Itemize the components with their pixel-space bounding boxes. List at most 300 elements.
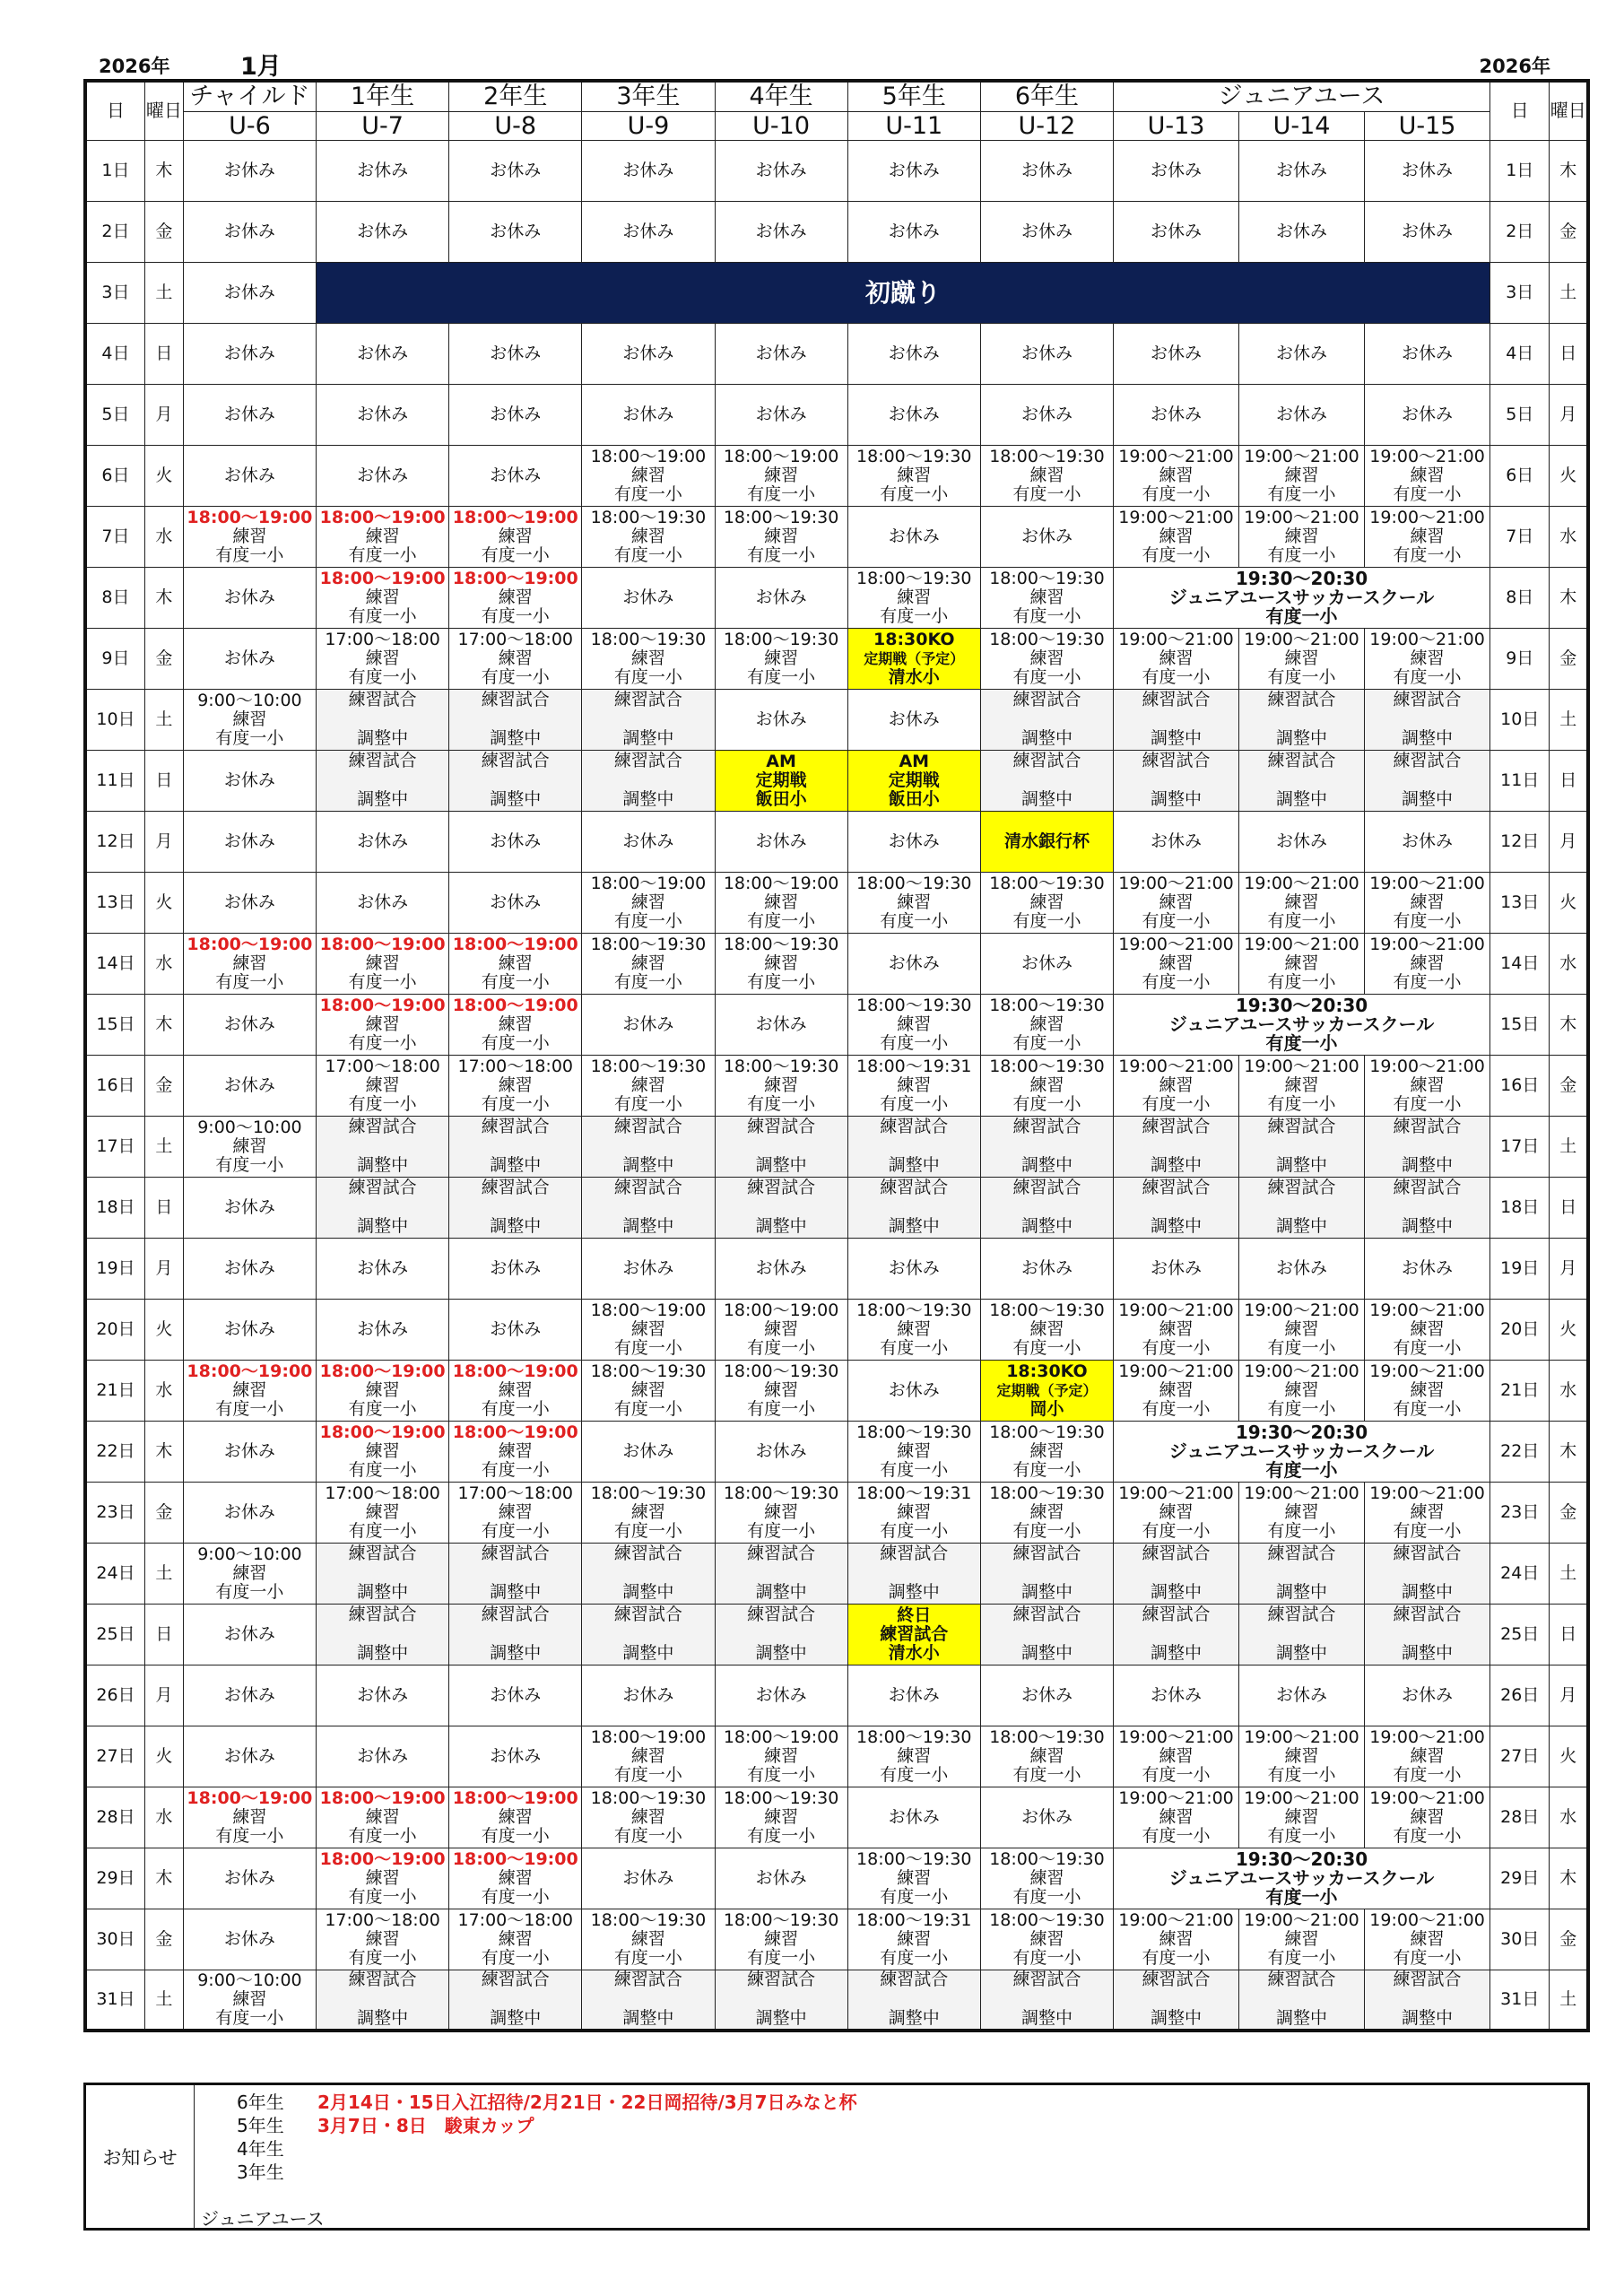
day-cell-right: 30日 bbox=[1490, 1909, 1550, 1970]
cell-line: 練習試合 bbox=[1267, 690, 1336, 709]
cell-line: 練習試合 bbox=[1142, 1970, 1211, 1990]
cell-line: 有度一小 bbox=[1142, 1947, 1211, 1968]
cell-line: 調整中 bbox=[622, 1155, 674, 1175]
cell-line bbox=[716, 1989, 847, 2009]
cell-line: 有度一小 bbox=[613, 666, 682, 687]
schedule-cell bbox=[449, 201, 582, 262]
cell-line: 有度一小 bbox=[1012, 1093, 1081, 1114]
cell-line: 18:00～19:31 bbox=[856, 1483, 972, 1503]
schedule-row bbox=[85, 750, 1588, 811]
cell-line: 練習試合 bbox=[1393, 751, 1462, 770]
cell-line: お休み bbox=[223, 1928, 275, 1949]
schedule-cell bbox=[980, 1726, 1113, 1787]
cell-line: 練習 bbox=[365, 526, 400, 546]
cell-line: お休み bbox=[622, 1867, 674, 1888]
weekday-cell-right: 水 bbox=[1550, 506, 1588, 567]
cell-line: お休み bbox=[490, 1318, 542, 1339]
day-cell-right: 20日 bbox=[1490, 1299, 1550, 1360]
cell-line: 有度一小 bbox=[613, 1764, 682, 1785]
weekday-cell-right: 水 bbox=[1550, 933, 1588, 994]
cell-line: 19:00～21:00 bbox=[1118, 1300, 1234, 1320]
schedule-cell bbox=[1114, 628, 1239, 689]
cell-line: 練習 bbox=[1159, 1074, 1194, 1095]
cell-line bbox=[582, 1989, 714, 2009]
cell-line: お休み bbox=[888, 221, 940, 241]
cell-line: お休み bbox=[223, 1867, 275, 1888]
cell-line: 調整中 bbox=[1151, 789, 1203, 809]
day-cell: 11日 bbox=[85, 750, 144, 811]
cell-line: お休み bbox=[357, 1745, 409, 1766]
day-cell: 12日 bbox=[85, 811, 144, 872]
cell-line: お休み bbox=[622, 160, 674, 180]
cell-line: 調整中 bbox=[622, 789, 674, 809]
cell-line: 調整中 bbox=[357, 1582, 409, 1602]
schedule-cell bbox=[582, 689, 715, 750]
cell-line: お休み bbox=[1276, 404, 1328, 424]
schedule-cell bbox=[847, 1238, 980, 1299]
schedule-cell bbox=[317, 567, 449, 628]
schedule-cell bbox=[449, 1726, 582, 1787]
weekday-cell: 月 bbox=[144, 1238, 183, 1299]
group-header: 4年生 bbox=[715, 81, 847, 111]
schedule-cell bbox=[1114, 1604, 1239, 1665]
cell-line: 18:00～19:30 bbox=[723, 934, 839, 954]
cell-line: お休み bbox=[755, 1013, 807, 1034]
schedule-cell bbox=[980, 750, 1113, 811]
cell-line: お休み bbox=[888, 709, 940, 729]
schedule-cell bbox=[317, 933, 449, 994]
cell-line: お休み bbox=[888, 404, 940, 424]
cell-line: 19:00～21:00 bbox=[1244, 1361, 1359, 1381]
schedule-cell bbox=[183, 628, 316, 689]
cell-line: 有度一小 bbox=[348, 666, 417, 687]
schedule-cell bbox=[582, 1848, 715, 1909]
cell-line: 18:00～19:30 bbox=[590, 629, 707, 649]
schedule-cell bbox=[980, 140, 1113, 201]
schedule-cell bbox=[715, 689, 847, 750]
cell-line: 18:00～19:00 bbox=[590, 446, 707, 466]
schedule-cell bbox=[183, 933, 316, 994]
cell-line: 練習試合 bbox=[1012, 1178, 1081, 1197]
cell-line: 18:00～19:30 bbox=[590, 1483, 707, 1503]
cell-line: 調整中 bbox=[1276, 728, 1328, 748]
cell-line: お休み bbox=[357, 160, 409, 180]
cell-line: お休み bbox=[1276, 831, 1328, 851]
cell-line: 飯田小 bbox=[888, 788, 940, 809]
schedule-cell bbox=[183, 1177, 316, 1238]
cell-line: 練習 bbox=[1410, 1074, 1445, 1095]
schedule-cell bbox=[980, 384, 1113, 445]
schedule-cell bbox=[1365, 1360, 1490, 1421]
day-cell: 19日 bbox=[85, 1238, 144, 1299]
cell-line: 18:00～19:30 bbox=[989, 995, 1105, 1015]
cell-line: 18:00～19:30 bbox=[856, 1848, 972, 1869]
cell-line: 有度一小 bbox=[1012, 1032, 1081, 1053]
schedule-row bbox=[85, 628, 1588, 689]
cell-line: 練習試合 bbox=[1142, 751, 1211, 770]
cell-line: 練習試合 bbox=[348, 1970, 417, 1990]
cell-line bbox=[1365, 1989, 1489, 2009]
cell-line: 19:00～21:00 bbox=[1244, 873, 1359, 893]
cell-line: 18:00～19:30 bbox=[723, 1361, 839, 1381]
group-header: 2年生 bbox=[449, 81, 582, 111]
cell-line: 18:00～19:00 bbox=[452, 1422, 578, 1442]
cell-line: 練習試合 bbox=[481, 1544, 550, 1563]
cell-line: 調整中 bbox=[490, 789, 542, 809]
day-cell: 16日 bbox=[85, 1055, 144, 1116]
weekday-cell: 水 bbox=[144, 933, 183, 994]
cell-line: 19:00～21:00 bbox=[1118, 1483, 1234, 1503]
cell-line: 練習 bbox=[365, 1379, 400, 1400]
schedule-cell bbox=[1365, 384, 1490, 445]
cell-line: 練習 bbox=[897, 587, 932, 607]
cell-line: 18:00～19:30 bbox=[590, 1361, 707, 1381]
schedule-cell bbox=[1239, 323, 1365, 384]
cell-line bbox=[1114, 770, 1238, 790]
cell-line: 有度一小 bbox=[481, 1947, 550, 1968]
cell-line: 有度一小 bbox=[613, 1398, 682, 1419]
schedule-cell bbox=[1114, 1543, 1239, 1604]
cell-line: お休み bbox=[223, 1257, 275, 1278]
schedule-cell bbox=[183, 1299, 316, 1360]
day-cell: 7日 bbox=[85, 506, 144, 567]
cell-line bbox=[449, 1136, 581, 1156]
cell-line: 練習 bbox=[1284, 952, 1319, 973]
cell-line bbox=[317, 709, 448, 729]
cell-line: 調整中 bbox=[1151, 1155, 1203, 1175]
cell-line: 19:00～21:00 bbox=[1244, 446, 1359, 466]
cell-line: 19:00～21:00 bbox=[1369, 1909, 1485, 1930]
weekday-cell-right: 火 bbox=[1550, 1299, 1588, 1360]
cell-line: お休み bbox=[223, 1684, 275, 1705]
cell-line: 練習 bbox=[1284, 891, 1319, 912]
cell-line: 練習 bbox=[1410, 1745, 1445, 1766]
schedule-row bbox=[85, 1238, 1588, 1299]
cell-line: 18:00～19:00 bbox=[723, 1300, 839, 1320]
cell-line: 練習試合 bbox=[613, 1970, 682, 1990]
cell-line: 有度一小 bbox=[1142, 666, 1211, 687]
cell-line: 練習 bbox=[1159, 526, 1194, 546]
cell-line: 練習 bbox=[1159, 1318, 1194, 1339]
schedule-cell bbox=[582, 1482, 715, 1543]
cell-line: 19:00～21:00 bbox=[1118, 629, 1234, 649]
day-cell-right: 17日 bbox=[1490, 1116, 1550, 1177]
cell-line: 有度一小 bbox=[613, 483, 682, 504]
schedule-cell bbox=[582, 384, 715, 445]
cell-line: 練習試合 bbox=[613, 1178, 682, 1197]
schedule-cell bbox=[1239, 750, 1365, 811]
day-cell: 15日 bbox=[85, 994, 144, 1055]
cell-line: 練習 bbox=[630, 1501, 665, 1522]
day-cell: 27日 bbox=[85, 1726, 144, 1787]
cell-line: 練習試合 bbox=[1267, 1605, 1336, 1624]
cell-line: ジュニアユースサッカースクール bbox=[1168, 1866, 1435, 1889]
day-cell-right: 1日 bbox=[1490, 140, 1550, 201]
cell-line: 9:00～10:00 bbox=[197, 690, 302, 710]
cell-line: 18:00～19:00 bbox=[452, 1361, 578, 1381]
schedule-row bbox=[85, 1604, 1588, 1665]
schedule-cell bbox=[317, 689, 449, 750]
cell-line: お休み bbox=[357, 343, 409, 363]
cell-line: お休み bbox=[888, 952, 940, 973]
cell-line: 練習 bbox=[498, 1928, 533, 1949]
cell-line: 18:00～19:30 bbox=[989, 1483, 1105, 1503]
weekday-cell-right: 月 bbox=[1550, 1238, 1588, 1299]
cell-line: 練習試合 bbox=[481, 751, 550, 770]
schedule-cell bbox=[980, 1055, 1113, 1116]
cell-line: お休み bbox=[1276, 1257, 1328, 1278]
cell-line: お休み bbox=[223, 343, 275, 363]
cell-line: 18:00～19:00 bbox=[319, 1422, 446, 1442]
weekday-cell: 火 bbox=[144, 445, 183, 506]
schedule-cell bbox=[1365, 1543, 1490, 1604]
schedule-cell bbox=[1239, 1177, 1365, 1238]
cell-line: 練習 bbox=[630, 952, 665, 973]
schedule-cell bbox=[1114, 384, 1239, 445]
day-cell: 30日 bbox=[85, 1909, 144, 1970]
cell-line: お休み bbox=[1020, 343, 1073, 363]
age-header: U-13 bbox=[1114, 111, 1239, 140]
cell-line: お休み bbox=[223, 770, 275, 790]
cell-line: 調整中 bbox=[357, 1216, 409, 1236]
cell-line: 練習 bbox=[630, 1318, 665, 1339]
schedule-cell bbox=[183, 1543, 316, 1604]
cell-line: 有度一小 bbox=[1267, 1947, 1336, 1968]
cell-line bbox=[848, 1563, 980, 1583]
schedule-cell bbox=[715, 201, 847, 262]
day-cell: 31日 bbox=[85, 1970, 144, 2031]
cell-line: 練習 bbox=[365, 648, 400, 668]
schedule-cell bbox=[715, 1848, 847, 1909]
schedule-cell bbox=[1239, 1360, 1365, 1421]
schedule-cell bbox=[715, 1543, 847, 1604]
weekday-cell: 火 bbox=[144, 1299, 183, 1360]
cell-line: 練習 bbox=[1410, 1379, 1445, 1400]
day-cell: 8日 bbox=[85, 567, 144, 628]
schedule-cell bbox=[847, 1726, 980, 1787]
cell-line: 18:00～19:30 bbox=[989, 1300, 1105, 1320]
cell-line bbox=[981, 770, 1113, 790]
cell-line: 有度一小 bbox=[880, 1764, 949, 1785]
cell-line: 有度一小 bbox=[1142, 1398, 1211, 1419]
weekday-cell-right: 土 bbox=[1550, 689, 1588, 750]
cell-line: お休み bbox=[1402, 1684, 1454, 1705]
cell-line: 有度一小 bbox=[1267, 666, 1336, 687]
schedule-row bbox=[85, 262, 1588, 323]
weekday-cell: 木 bbox=[144, 1848, 183, 1909]
day-cell-right: 29日 bbox=[1490, 1848, 1550, 1909]
schedule-cell bbox=[1239, 1482, 1365, 1543]
schedule-cell bbox=[847, 1665, 980, 1726]
cell-line: 有度一小 bbox=[1265, 1458, 1338, 1481]
schedule-cell bbox=[847, 1055, 980, 1116]
weekday-cell: 土 bbox=[144, 262, 183, 323]
schedule-cell bbox=[449, 445, 582, 506]
month-title: 1月 bbox=[240, 53, 282, 81]
cell-line: 19:00～21:00 bbox=[1244, 1056, 1359, 1076]
day-cell-right: 28日 bbox=[1490, 1787, 1550, 1848]
cell-line bbox=[1365, 1136, 1489, 1156]
schedule-cell bbox=[1365, 445, 1490, 506]
schedule-cell bbox=[1239, 140, 1365, 201]
cell-line: 練習 bbox=[498, 1806, 533, 1827]
cell-line: お休み bbox=[755, 1440, 807, 1461]
weekday-cell-right: 金 bbox=[1550, 1909, 1588, 1970]
cell-line: 定期戦 bbox=[888, 770, 940, 790]
cell-line: 18:00～19:30 bbox=[856, 873, 972, 893]
cell-line: 練習 bbox=[498, 1074, 533, 1095]
cell-line: 有度一小 bbox=[1393, 971, 1462, 992]
cell-line: お休み bbox=[755, 160, 807, 180]
schedule-cell bbox=[317, 445, 449, 506]
cell-line: 練習 bbox=[1159, 1745, 1194, 1766]
schedule-cell bbox=[715, 506, 847, 567]
schedule-row bbox=[85, 1787, 1588, 1848]
schedule-cell bbox=[183, 1116, 316, 1177]
cell-line: 調整中 bbox=[1276, 1155, 1328, 1175]
cell-line: お休み bbox=[223, 1440, 275, 1461]
schedule-cell bbox=[715, 1421, 847, 1482]
cell-line: 19:00～21:00 bbox=[1118, 1909, 1234, 1930]
day-cell-right: 3日 bbox=[1490, 262, 1550, 323]
cell-line: 練習 bbox=[1159, 1928, 1194, 1949]
cell-line: 18:00～19:30 bbox=[989, 873, 1105, 893]
cell-line: 有度一小 bbox=[613, 971, 682, 992]
schedule-cell bbox=[847, 1421, 980, 1482]
schedule-cell bbox=[317, 1604, 449, 1665]
cell-line bbox=[317, 1136, 448, 1156]
cell-line: 練習試合 bbox=[747, 1178, 816, 1197]
cell-line: 練習 bbox=[897, 1501, 932, 1522]
cell-line: 有度一小 bbox=[348, 605, 417, 626]
cell-line: 調整中 bbox=[1151, 2008, 1203, 2029]
schedule-cell bbox=[1365, 1299, 1490, 1360]
cell-line: 練習 bbox=[232, 1806, 267, 1827]
schedule-cell bbox=[449, 506, 582, 567]
cell-line: 有度一小 bbox=[1142, 971, 1211, 992]
schedule-cell bbox=[449, 933, 582, 994]
cell-line: 練習試合 bbox=[1012, 1605, 1081, 1624]
cell-line: 有度一小 bbox=[880, 1520, 949, 1541]
cell-line: 18:00～19:00 bbox=[452, 1787, 578, 1808]
cell-line: お休み bbox=[490, 1684, 542, 1705]
cell-line: 練習 bbox=[630, 1074, 665, 1095]
schedule-cell bbox=[847, 1299, 980, 1360]
schedule-row bbox=[85, 1543, 1588, 1604]
cell-line: 練習 bbox=[897, 891, 932, 912]
schedule-cell bbox=[449, 1787, 582, 1848]
schedule-cell bbox=[582, 1238, 715, 1299]
cell-line: 有度一小 bbox=[1393, 1337, 1462, 1358]
cell-line: 調整中 bbox=[1151, 1582, 1203, 1602]
cell-line: 練習 bbox=[365, 952, 400, 973]
cell-line: 有度一小 bbox=[1142, 1764, 1211, 1785]
cell-line: 18:30KO bbox=[873, 629, 955, 649]
weekday-cell: 火 bbox=[144, 872, 183, 933]
cell-line: 練習 bbox=[630, 1928, 665, 1949]
schedule-cell bbox=[317, 1055, 449, 1116]
cell-line: 有度一小 bbox=[747, 971, 816, 992]
weekday-cell: 日 bbox=[144, 750, 183, 811]
cell-line: 練習 bbox=[1410, 526, 1445, 546]
cell-line: 有度一小 bbox=[1267, 1398, 1336, 1419]
cell-line: お休み bbox=[223, 221, 275, 241]
schedule-cell bbox=[1114, 1848, 1490, 1909]
day-cell: 10日 bbox=[85, 689, 144, 750]
notice-label: お知らせ bbox=[86, 2085, 195, 2228]
cell-line: 有度一小 bbox=[215, 1581, 284, 1602]
cell-line: お休み bbox=[1402, 221, 1454, 241]
schedule-row bbox=[85, 445, 1588, 506]
cell-line: AM bbox=[766, 751, 796, 771]
cell-line: 有度一小 bbox=[747, 666, 816, 687]
schedule-cell bbox=[1239, 1299, 1365, 1360]
weekday-cell: 月 bbox=[144, 1665, 183, 1726]
notice-grade: 4年生 bbox=[237, 2138, 284, 2160]
notice-body bbox=[201, 2091, 1582, 2231]
cell-line: お休み bbox=[223, 587, 275, 607]
cell-line: 19:00～21:00 bbox=[1244, 1909, 1359, 1930]
cell-line bbox=[981, 1197, 1113, 1217]
cell-line: 練習 bbox=[1029, 891, 1064, 912]
cell-line: 練習試合 bbox=[1267, 1117, 1336, 1136]
cell-line: 練習 bbox=[764, 1074, 799, 1095]
cell-line: 有度一小 bbox=[613, 910, 682, 931]
cell-line: 練習 bbox=[232, 526, 267, 546]
schedule-row bbox=[85, 933, 1588, 994]
schedule-row bbox=[85, 689, 1588, 750]
schedule-cell bbox=[317, 1177, 449, 1238]
cell-line: 有度一小 bbox=[481, 544, 550, 565]
weekday-cell: 水 bbox=[144, 506, 183, 567]
cell-line: お休み bbox=[490, 831, 542, 851]
cell-line bbox=[317, 1197, 448, 1217]
schedule-cell bbox=[847, 1543, 980, 1604]
cell-line: 練習試合 bbox=[1393, 1970, 1462, 1990]
cell-line: 18:00～19:00 bbox=[319, 1787, 446, 1808]
schedule-cell bbox=[449, 750, 582, 811]
schedule-cell bbox=[715, 140, 847, 201]
schedule-cell bbox=[847, 1177, 980, 1238]
cell-line: お休み bbox=[1276, 160, 1328, 180]
cell-line bbox=[582, 1624, 714, 1644]
cell-line: ジュニアユースサッカースクール bbox=[1168, 586, 1435, 608]
group-header: チャイルド bbox=[183, 81, 316, 111]
cell-line: 有度一小 bbox=[880, 1337, 949, 1358]
cell-line: 定期戦（予定） bbox=[864, 649, 965, 667]
cell-line: 有度一小 bbox=[1267, 1825, 1336, 1846]
cell-line: 練習試合 bbox=[1142, 1544, 1211, 1563]
schedule-cell bbox=[715, 445, 847, 506]
cell-line: お休み bbox=[1151, 160, 1203, 180]
schedule-cell bbox=[449, 1665, 582, 1726]
weekday-cell: 木 bbox=[144, 994, 183, 1055]
cell-line: 19:00～21:00 bbox=[1244, 1483, 1359, 1503]
schedule-cell bbox=[183, 1787, 316, 1848]
cell-line: お休み bbox=[357, 404, 409, 424]
cell-line: 19:00～21:00 bbox=[1244, 507, 1359, 527]
schedule-cell bbox=[1365, 750, 1490, 811]
cell-line bbox=[582, 709, 714, 729]
weekday-cell: 金 bbox=[144, 201, 183, 262]
schedule-cell bbox=[582, 628, 715, 689]
cell-line: 練習試合 bbox=[613, 1117, 682, 1136]
cell-line: 有度一小 bbox=[613, 1947, 682, 1968]
cell-line: お休み bbox=[490, 465, 542, 485]
schedule-cell bbox=[1239, 628, 1365, 689]
schedule-cell bbox=[980, 1848, 1113, 1909]
schedule-cell bbox=[715, 1360, 847, 1421]
